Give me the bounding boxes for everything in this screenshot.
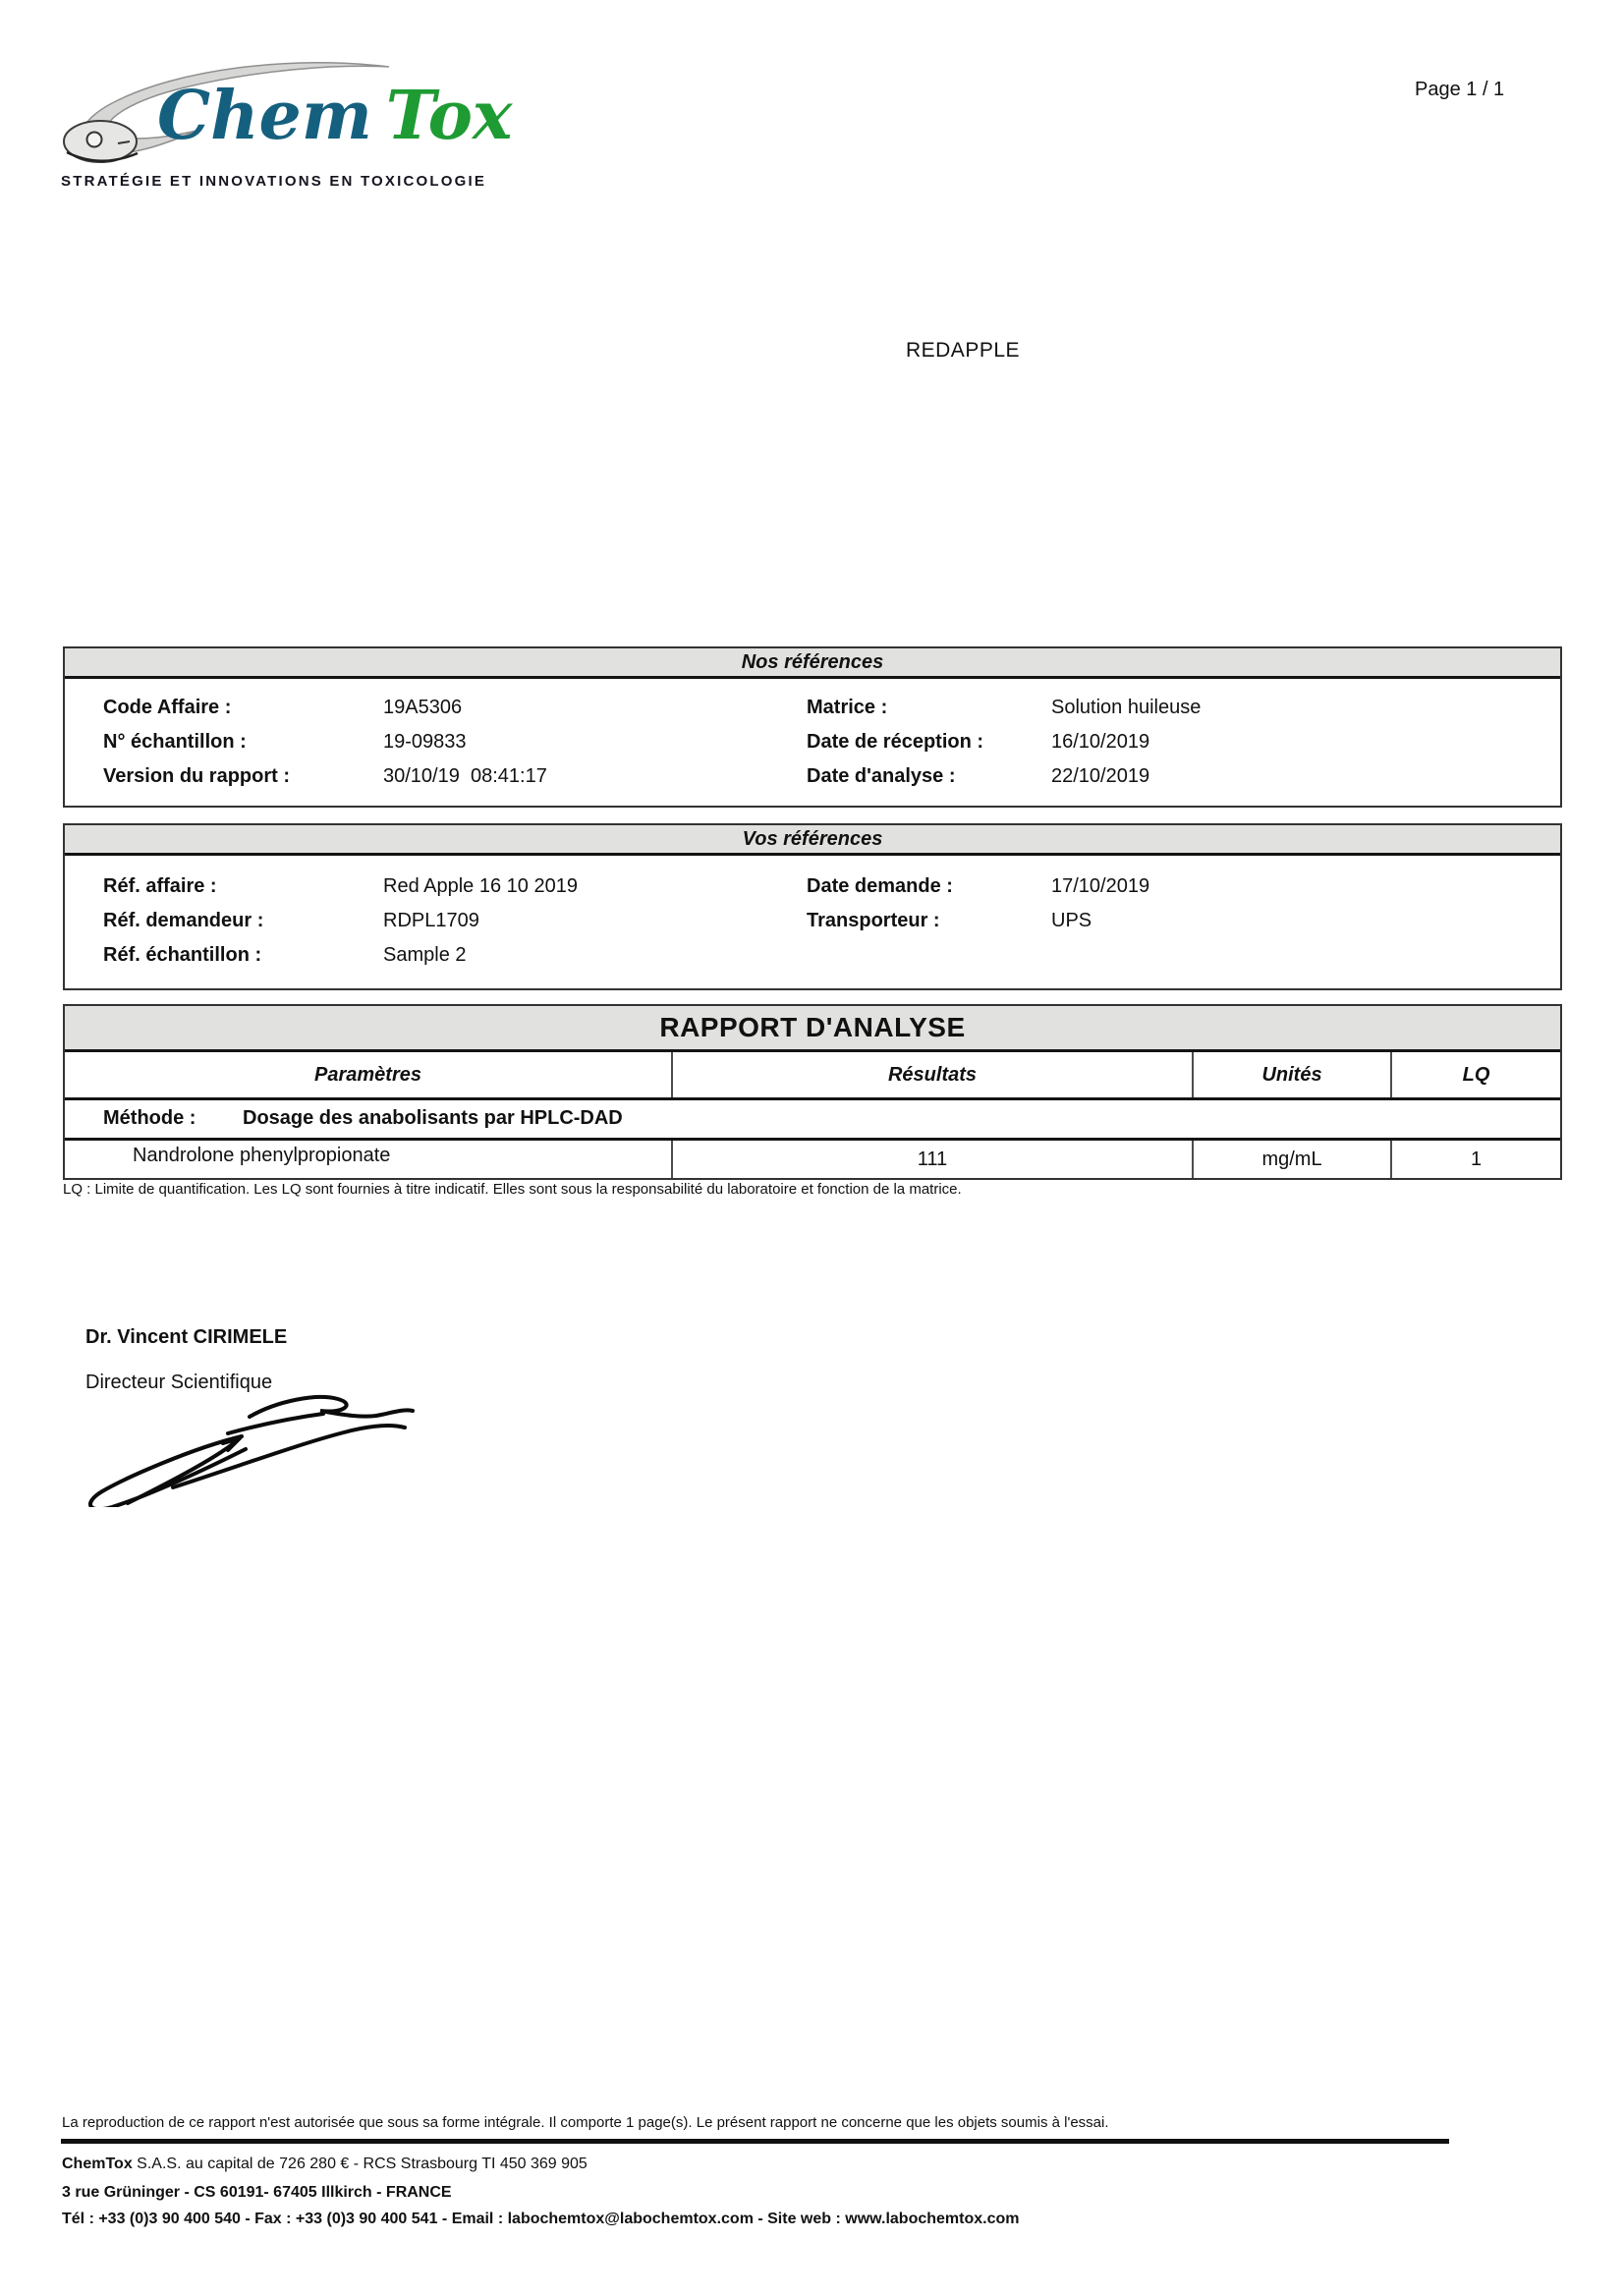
result-cell: 111 [671, 1141, 1192, 1178]
signatory-title: Directeur Scientifique [85, 1372, 273, 1393]
vos-references-body [65, 856, 1560, 988]
footer-company-info: S.A.S. au capital de 726 280 € - RCS Strasbourg TI 450 369 905 [132, 2156, 588, 2172]
table-row [65, 759, 1560, 794]
method-row [65, 1100, 1560, 1141]
vos-references-table [63, 823, 1562, 990]
field-label: Date demande : [807, 875, 953, 897]
field-label: Date de réception : [807, 731, 984, 753]
column-header-parametres: Paramètres [314, 1063, 421, 1086]
nos-references-table [63, 646, 1562, 808]
field-label: Transporteur : [807, 910, 940, 931]
sample-name: REDAPPLE [905, 339, 1021, 362]
signatory-name: Dr. Vincent CIRIMELE [85, 1326, 288, 1348]
result-row [65, 1141, 1560, 1178]
field-value: RDPL1709 [383, 910, 479, 931]
analysis-report-title: RAPPORT D'ANALYSE [65, 1006, 1560, 1052]
field-value: Red Apple 16 10 2019 [383, 875, 578, 897]
field-value: 19A5306 [383, 697, 463, 718]
footer-contact: Tél : +33 (0)3 90 400 540 - Fax : +33 (0)3 90 400 541 - Email : labochemtox@labochemtox.com - Site web : www.labochemtox.com [62, 2211, 1020, 2227]
table-row [65, 938, 1560, 973]
field-label: N° échantillon : [103, 731, 247, 753]
footer-address: 3 rue Grüninger - CS 60191- 67405 Illkirch - FRANCE [62, 2184, 452, 2201]
analysis-columns-header [65, 1052, 1560, 1100]
table-row [65, 725, 1560, 759]
field-value: 19-09833 [383, 731, 467, 753]
lq-cell: 1 [1390, 1141, 1560, 1178]
parameter-cell: Nandrolone phenylpropionate [133, 1145, 391, 1166]
footer-company-line [62, 2156, 588, 2173]
reproduction-note: La reproduction de ce rapport n'est autorisée que sous sa forme intégrale. Il comporte 1 page(s). Le présent rapport ne concerne que les objets soumis à l'essai. [62, 2114, 1109, 2131]
field-label: Date d'analyse : [807, 765, 956, 787]
logo-tox-text: Tox [385, 77, 513, 155]
field-value: 17/10/2019 [1051, 875, 1150, 897]
column-header-resultats: Résultats [671, 1052, 1192, 1097]
field-label: Réf. échantillon : [103, 944, 262, 966]
field-label: Réf. affaire : [103, 875, 217, 897]
table-row [65, 691, 1560, 725]
column-header-unites: Unités [1192, 1052, 1390, 1097]
vos-references-header: Vos références [65, 825, 1560, 856]
field-value: 22/10/2019 [1051, 765, 1150, 787]
table-row [65, 904, 1560, 938]
page-number: Page 1 / 1 [1415, 79, 1505, 100]
signature-icon [83, 1387, 417, 1507]
logo-chem-text: Chem [157, 77, 372, 155]
field-label: Version du rapport : [103, 765, 291, 787]
field-value: Solution huileuse [1051, 697, 1202, 718]
chemtox-logo [157, 77, 513, 155]
field-label: Matrice : [807, 697, 888, 718]
column-header-lq: LQ [1390, 1052, 1560, 1097]
field-value: 16/10/2019 [1051, 731, 1150, 753]
lq-footnote: LQ : Limite de quantification. Les LQ sont fournies à titre indicatif. Elles sont sous la responsabilité du laboratoire et fonction de la matrice. [63, 1181, 962, 1198]
logo-tagline: STRATÉGIE ET INNOVATIONS EN TOXICOLOGIE [61, 173, 487, 190]
method-value: Dosage des anabolisants par HPLC-DAD [243, 1107, 623, 1129]
field-label: Réf. demandeur : [103, 910, 264, 931]
field-label: Code Affaire : [103, 697, 232, 718]
footer-company-name: ChemTox [62, 2156, 133, 2172]
footer-divider [61, 2139, 1449, 2144]
analysis-report-table [63, 1004, 1562, 1180]
table-row [65, 869, 1560, 904]
field-value: 30/10/19 08:41:17 [383, 765, 547, 787]
field-value: UPS [1051, 910, 1092, 931]
nos-references-body [65, 679, 1560, 806]
method-label: Méthode : [103, 1107, 196, 1129]
field-value: Sample 2 [383, 944, 467, 966]
nos-references-header: Nos références [65, 648, 1560, 679]
unit-cell: mg/mL [1192, 1141, 1390, 1178]
